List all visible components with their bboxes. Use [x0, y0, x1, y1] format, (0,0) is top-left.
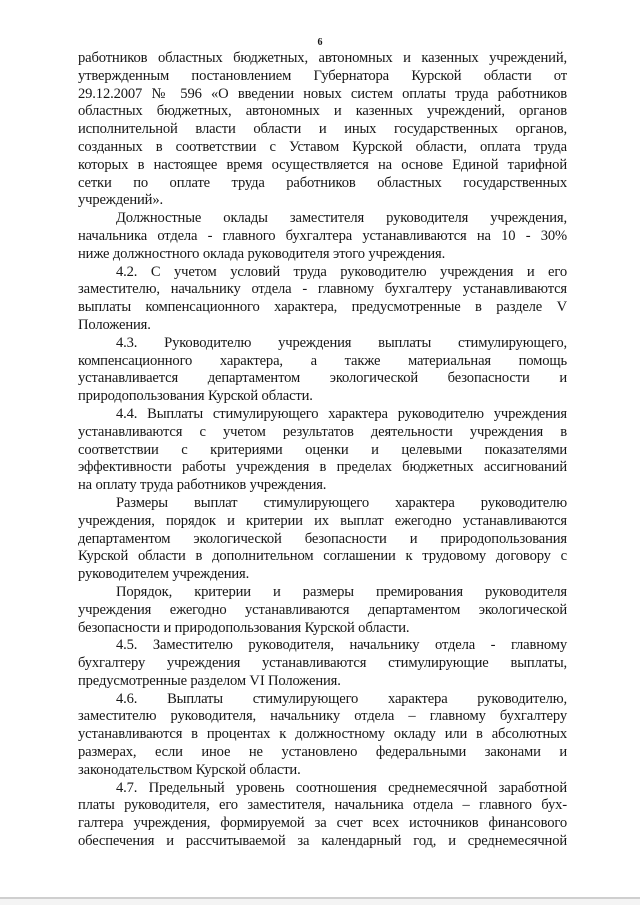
text-line: природопользования Курской области.: [78, 388, 313, 405]
text-line: на оплату труда работников учреждения.: [78, 477, 327, 494]
text-line: 4.3. Руководителю учреждения выплаты стимулирующего,: [116, 334, 567, 351]
text-line: 4.5. Заместителю руководителя, начальнику отдела - главному: [116, 637, 567, 654]
text-line: исполнительной власти области и иных государственных органов,: [78, 121, 567, 138]
text-line: департаментом экологической безопасности и природопользования: [78, 530, 567, 547]
page-number: 6: [317, 37, 323, 48]
text-line: учреждения ежегодно устанавливаются департаментом экологической: [78, 601, 567, 618]
text-line: Должностные оклады заместителя руководителя учреждения,: [116, 210, 567, 227]
text-line: Размеры выплат стимулирующего характера руководителю: [116, 494, 567, 511]
text-line: заместителю руководителя, начальнику отдела – главному бухгалтеру: [78, 708, 567, 725]
text-line: эффективности работы учреждения в пределах бюджетных ассигнований: [78, 459, 567, 476]
text-line: 29.12.2007 № 596 «О введении новых систем оплаты труда работников: [78, 85, 567, 102]
text-line: галтера учреждения, формируемой за счет всех источников финансового: [78, 815, 567, 832]
text-line: 4.6. Выплаты стимулирующего характера руководителю,: [116, 690, 567, 707]
scan-edge-shade: [0, 899, 640, 905]
text-line: работников областных бюджетных, автономных и казенных учреждений,: [78, 50, 567, 66]
text-line: сетки по оплате труда работников областных государственных: [78, 174, 567, 191]
text-line: учреждения, порядок и критерии их выплат ежегодно устанавливаются: [78, 512, 567, 529]
text-line: утвержденным постановлением Губернатора Курской области от: [78, 67, 567, 84]
text-line: предусмотренные разделом VI Положения.: [78, 672, 341, 689]
text-line: которых в настоящее время осуществляется на основе Единой тарифной: [78, 156, 567, 173]
text-line: Курской области в дополнительном соглашении к трудовому договору с: [78, 548, 567, 565]
text-line: заместителю, начальнику отдела - главному бухгалтеру устанавливаются: [78, 281, 567, 298]
text-line: созданных в соответствии с Уставом Курской области, оплата труда: [78, 138, 567, 155]
text-line: бухгалтеру учреждения устанавливаются стимулирующие выплаты,: [78, 655, 567, 672]
text-line: 4.2. С учетом условий труда руководителю учреждения и его: [116, 263, 567, 280]
text-line: Положения.: [78, 316, 151, 333]
text-line: устанавливаются в процентах к должностному окладу или в абсолютных: [78, 726, 567, 743]
text-line: 4.4. Выплаты стимулирующего характера руководителю учреждения: [116, 405, 567, 422]
text-line: безопасности и природопользования Курской области.: [78, 619, 410, 636]
text-line: 4.7. Предельный уровень соотношения среднемесячной заработной: [116, 779, 567, 796]
text-line: выплаты компенсационного характера, предусмотренные в разделе V: [78, 299, 567, 316]
document-body: [78, 50, 567, 851]
text-line: областных бюджетных, автономных и казенных учреждений, органов: [78, 103, 567, 120]
text-line: обеспечения и рассчитываемой за календарный год, и среднемесячной: [78, 833, 567, 850]
text-line: руководителем учреждения.: [78, 566, 250, 583]
text-line: соответствии с критериями оценки и целевыми показателями: [78, 441, 567, 458]
text-line: учреждений».: [78, 192, 163, 209]
text-line: Порядок, критерии и размеры премирования руководителя: [116, 583, 567, 600]
text-line: начальника отдела - главного бухгалтера устанавливаются на 10 - 30%: [78, 227, 567, 244]
text-line: ниже должностного оклада руководителя этого учреждения.: [78, 245, 446, 262]
text-line: законодательством Курской области.: [78, 761, 301, 778]
text-line: компенсационного характера, а также материальная помощь: [78, 352, 567, 369]
text-line: платы руководителя, его заместителя, начальника отдела – главного бух-: [78, 797, 567, 814]
text-line: устанавливаются с учетом результатов деятельности учреждения в: [78, 423, 567, 440]
text-line: устанавливается департаментом экологической безопасности и: [78, 370, 567, 387]
text-line: размерах, если иное не установлено федеральными законами и: [78, 744, 567, 761]
